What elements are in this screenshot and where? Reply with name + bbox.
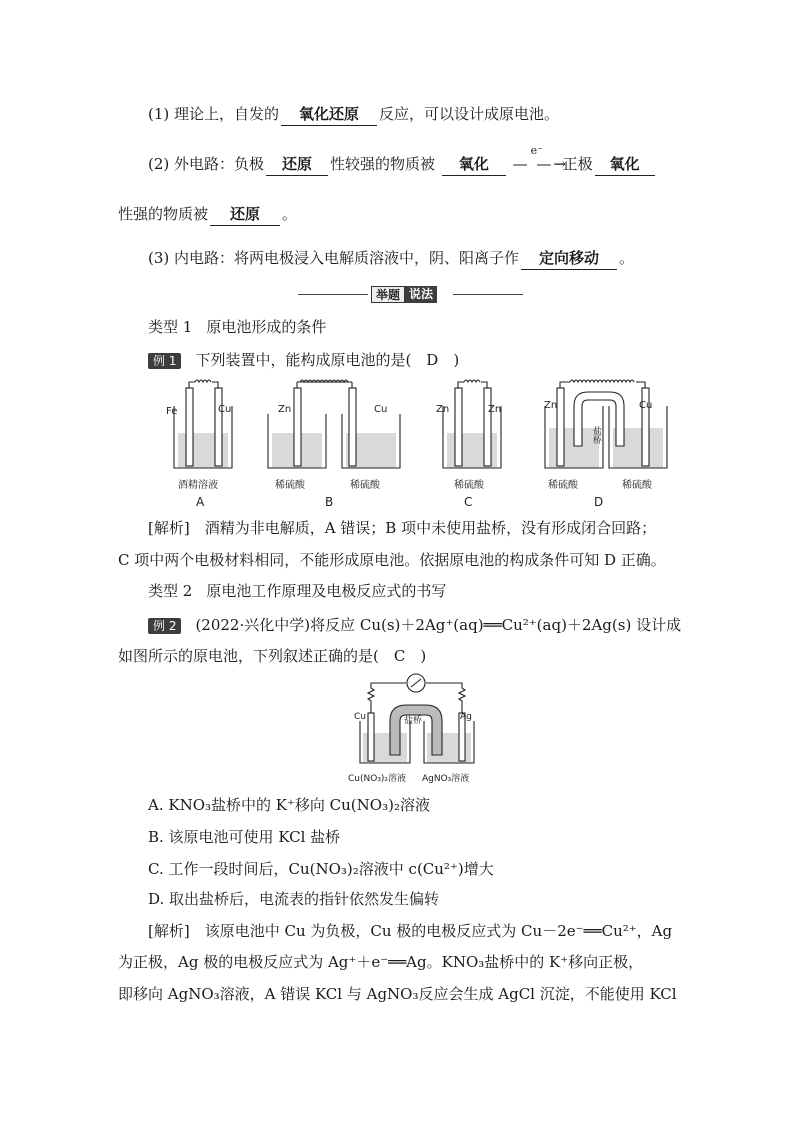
type-1-heading	[148, 316, 326, 338]
option-a: A. KNO₃盐桥中的 K⁺移向 Cu(NO₃)₂溶液	[148, 796, 430, 814]
question-text: 下列装置中，能构成原电池的是( D )	[195, 351, 460, 369]
electrode-label: Zn	[544, 400, 558, 411]
type-title: 原电池形成的条件	[206, 318, 327, 336]
figure-caption: C	[464, 495, 473, 509]
answer-blank: 氧化	[595, 153, 655, 176]
type-label: 类型 2	[148, 582, 193, 600]
electrode-label: Cu	[218, 404, 232, 415]
section-header	[298, 284, 523, 306]
analysis-1-line-2: C 项中两个电极材料相同，不能形成原电池。依据原电池的构成条件可知 D 正确。	[118, 551, 666, 569]
analysis-1-line-1: [解析] 酒精为非电解质，A 错误；B 项中未使用盐桥，没有形成闭合回路；	[148, 519, 657, 537]
solution-label: 稀硫酸	[622, 480, 652, 491]
analysis-2-line-3: 即移向 AgNO₃溶液，A 错误 KCl 与 AgNO₃反应会生成 AgCl 沉淀，不能使用 KCl	[118, 985, 677, 1003]
figure-1	[160, 376, 680, 514]
answer-blank: 氧化	[442, 153, 506, 176]
text: 。	[282, 205, 298, 223]
analysis-2-line-2: 为正极，Ag 极的电极反应式为 Ag⁺＋e⁻══Ag。KNO₃盐桥中的 K⁺移向正极，	[118, 953, 644, 971]
figure-caption: B	[325, 495, 334, 509]
figure-2	[346, 673, 486, 791]
solution-label: 酒精溶液	[178, 480, 218, 491]
solution-label: 稀硫酸	[454, 480, 484, 491]
text: 性较强的物质被	[330, 155, 436, 173]
solution-label: 稀硫酸	[275, 480, 305, 491]
text: 反应，可以设计成原电池。	[379, 105, 560, 123]
electrode-label: Zn	[436, 404, 450, 415]
type-2-heading	[148, 580, 446, 602]
answer-blank: 氧化还原	[281, 103, 377, 126]
text: (2) 外电路：负极	[148, 155, 265, 173]
electrode-label: Ag	[460, 712, 472, 722]
option-d: D. 取出盐桥后，电流表的指针依然发生偏转	[148, 890, 440, 908]
point-2	[148, 144, 657, 176]
salt-bridge-label: 盐桥	[591, 426, 601, 444]
solution-label: 稀硫酸	[350, 480, 380, 491]
answer-blank: 还原	[266, 153, 328, 176]
salt-bridge-label: 盐桥	[404, 716, 423, 726]
type-title: 原电池工作原理及电极反应式的书写	[206, 582, 447, 600]
point-3	[148, 247, 634, 270]
answer-blank: 定向移动	[521, 247, 617, 270]
section-left-label: 举题	[371, 286, 405, 303]
solution-label: AgNO₃溶液	[422, 774, 470, 784]
type-label: 类型 1	[148, 318, 193, 336]
example-2-line-2: 如图所示的原电池，下列叙述正确的是( C )	[118, 647, 427, 665]
text: (3) 内电路：将两电极浸入电解质溶液中，阴、阳离子作	[148, 249, 520, 267]
option-c: C. 工作一段时间后，Cu(NO₃)₂溶液中 c(Cu²⁺)增大	[148, 860, 494, 878]
text: 正极	[562, 155, 593, 173]
text: 性强的物质被	[118, 205, 209, 223]
electron-arrow: e⁻ — —→	[513, 153, 563, 175]
example-2-line-1	[148, 614, 681, 636]
section-right-label: 说法	[405, 286, 437, 303]
solution-label: Cu(NO₃)₂溶液	[348, 774, 407, 784]
example-1	[148, 349, 459, 371]
point-1	[148, 103, 559, 126]
solution-label: 稀硫酸	[548, 480, 578, 491]
example-tag: 例 2	[148, 618, 181, 634]
figure-caption: A	[196, 495, 205, 509]
point-2-cont	[118, 203, 297, 226]
electrode-label: Cu	[639, 400, 653, 411]
answer-blank: 还原	[210, 203, 280, 226]
electrode-label: Cu	[374, 404, 388, 415]
text: 。	[619, 249, 635, 267]
example-tag: 例 1	[148, 353, 181, 369]
text: (1) 理论上，自发的	[148, 105, 280, 123]
electrode-label: Zn	[488, 404, 502, 415]
question-text: (2022·兴化中学)将反应 Cu(s)＋2Ag⁺(aq)══Cu²⁺(aq)＋2Ag(s) 设计成	[195, 616, 682, 634]
figure-caption: D	[594, 495, 604, 509]
analysis-2-line-1: [解析] 该原电池中 Cu 为负极，Cu 极的电极反应式为 Cu－2e⁻══Cu²⁺，Ag	[148, 922, 673, 940]
electron-label: e⁻	[530, 144, 543, 157]
electrode-label: Zn	[278, 404, 292, 415]
electrode-label: Fe	[166, 406, 178, 417]
electrode-label: Cu	[354, 712, 366, 722]
option-b: B. 该原电池可使用 KCl 盐桥	[148, 828, 341, 846]
